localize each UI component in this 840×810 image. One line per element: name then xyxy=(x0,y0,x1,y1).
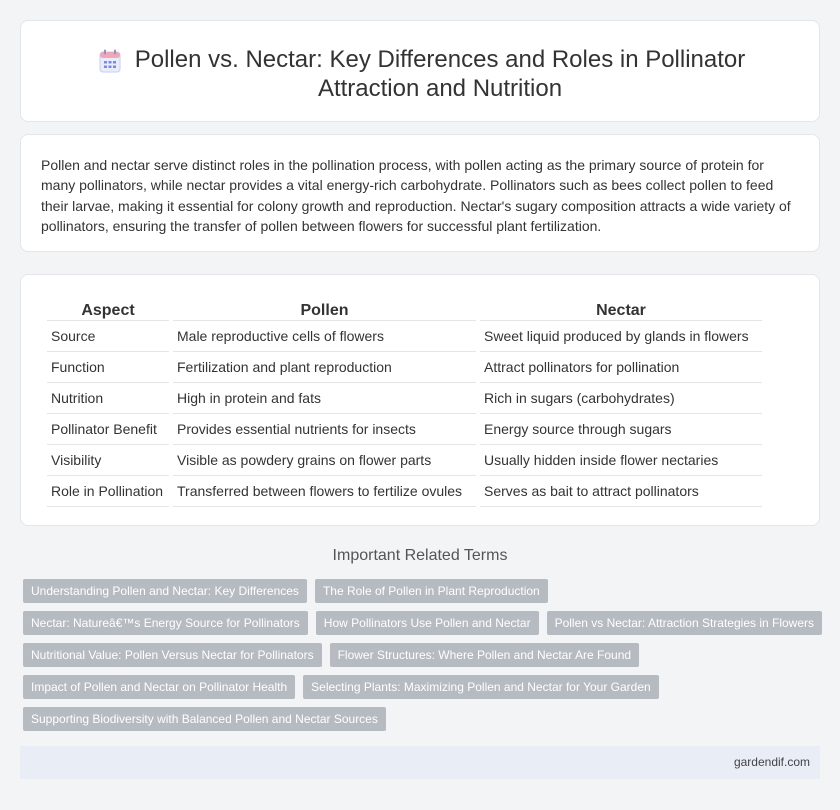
related-term-link[interactable]: Supporting Biodiversity with Balanced Pollen and Nectar Sources xyxy=(23,707,386,731)
related-terms-heading: Important Related Terms xyxy=(332,547,508,564)
comparison-table xyxy=(43,297,766,507)
table-row xyxy=(47,476,762,507)
table-cell: Source xyxy=(47,321,169,352)
column-header-pollen: Pollen xyxy=(173,297,476,321)
calendar-icon xyxy=(99,49,121,73)
table-cell: Visibility xyxy=(47,445,169,476)
table-cell: Sweet liquid produced by glands in flowers xyxy=(480,321,762,352)
table-cell: Visible as powdery grains on flower parts xyxy=(173,445,476,476)
table-cell: Fertilization and plant reproduction xyxy=(173,352,476,383)
column-header-aspect: Aspect xyxy=(47,297,169,321)
related-term-link[interactable]: Understanding Pollen and Nectar: Key Differences xyxy=(23,579,307,603)
related-term-link[interactable]: Selecting Plants: Maximizing Pollen and Nectar for Your Garden xyxy=(303,675,659,699)
footer-bar xyxy=(20,746,820,779)
table-header-row xyxy=(47,297,762,321)
related-term-link[interactable]: Flower Structures: Where Pollen and Nectar Are Found xyxy=(330,643,639,667)
table-cell: Serves as bait to attract pollinators xyxy=(480,476,762,507)
table-cell: Attract pollinators for pollination xyxy=(480,352,762,383)
related-term-link[interactable]: Pollen vs Nectar: Attraction Strategies in Flowers xyxy=(547,611,822,635)
table-row xyxy=(47,414,762,445)
site-name[interactable]: gardendif.com xyxy=(733,755,810,769)
related-term-link[interactable]: Impact of Pollen and Nectar on Pollinator Health xyxy=(23,675,295,699)
table-cell: Transferred between flowers to fertilize ovules xyxy=(173,476,476,507)
table-row xyxy=(47,321,762,352)
table-cell: Energy source through sugars xyxy=(480,414,762,445)
table-row xyxy=(47,445,762,476)
related-term-link[interactable]: How Pollinators Use Pollen and Nectar xyxy=(316,611,539,635)
intro-paragraph: Pollen and nectar serve distinct roles in the pollination process, with pollen acting as the primary source of protein for many pollinators, while nectar provides a vital energy-rich carbohydrate. Pollinators such as bees collect pollen to feed their larvae, making it essential for colony growth and reproduction. Nectar's sugary composition attracts a wide variety of pollinators, ensuring the transfer of pollen between flowers for successful plant fertilization. xyxy=(41,157,791,235)
table-cell: Pollinator Benefit xyxy=(47,414,169,445)
table-cell: Male reproductive cells of flowers xyxy=(173,321,476,352)
page-title: Pollen vs. Nectar: Key Differences and Roles in Pollinator Attraction and Nutrition xyxy=(134,46,746,102)
intro-card xyxy=(20,134,820,252)
related-terms-list xyxy=(23,579,823,731)
table-cell: Rich in sugars (carbohydrates) xyxy=(480,383,762,414)
table-cell: Usually hidden inside flower nectaries xyxy=(480,445,762,476)
related-term-link[interactable]: Nutritional Value: Pollen Versus Nectar for Pollinators xyxy=(23,643,322,667)
related-term-link[interactable]: Nectar: Natureâ€™s Energy Source for Pollinators xyxy=(23,611,308,635)
table-row xyxy=(47,383,762,414)
table-cell: High in protein and fats xyxy=(173,383,476,414)
related-term-link[interactable]: The Role of Pollen in Plant Reproduction xyxy=(315,579,548,603)
comparison-card xyxy=(20,274,820,526)
table-cell: Nutrition xyxy=(47,383,169,414)
column-header-nectar: Nectar xyxy=(480,297,762,321)
table-cell: Provides essential nutrients for insects xyxy=(173,414,476,445)
table-cell: Function xyxy=(47,352,169,383)
table-row xyxy=(47,352,762,383)
header-card xyxy=(20,20,820,122)
title-row xyxy=(21,45,819,103)
table-cell: Role in Pollination xyxy=(47,476,169,507)
